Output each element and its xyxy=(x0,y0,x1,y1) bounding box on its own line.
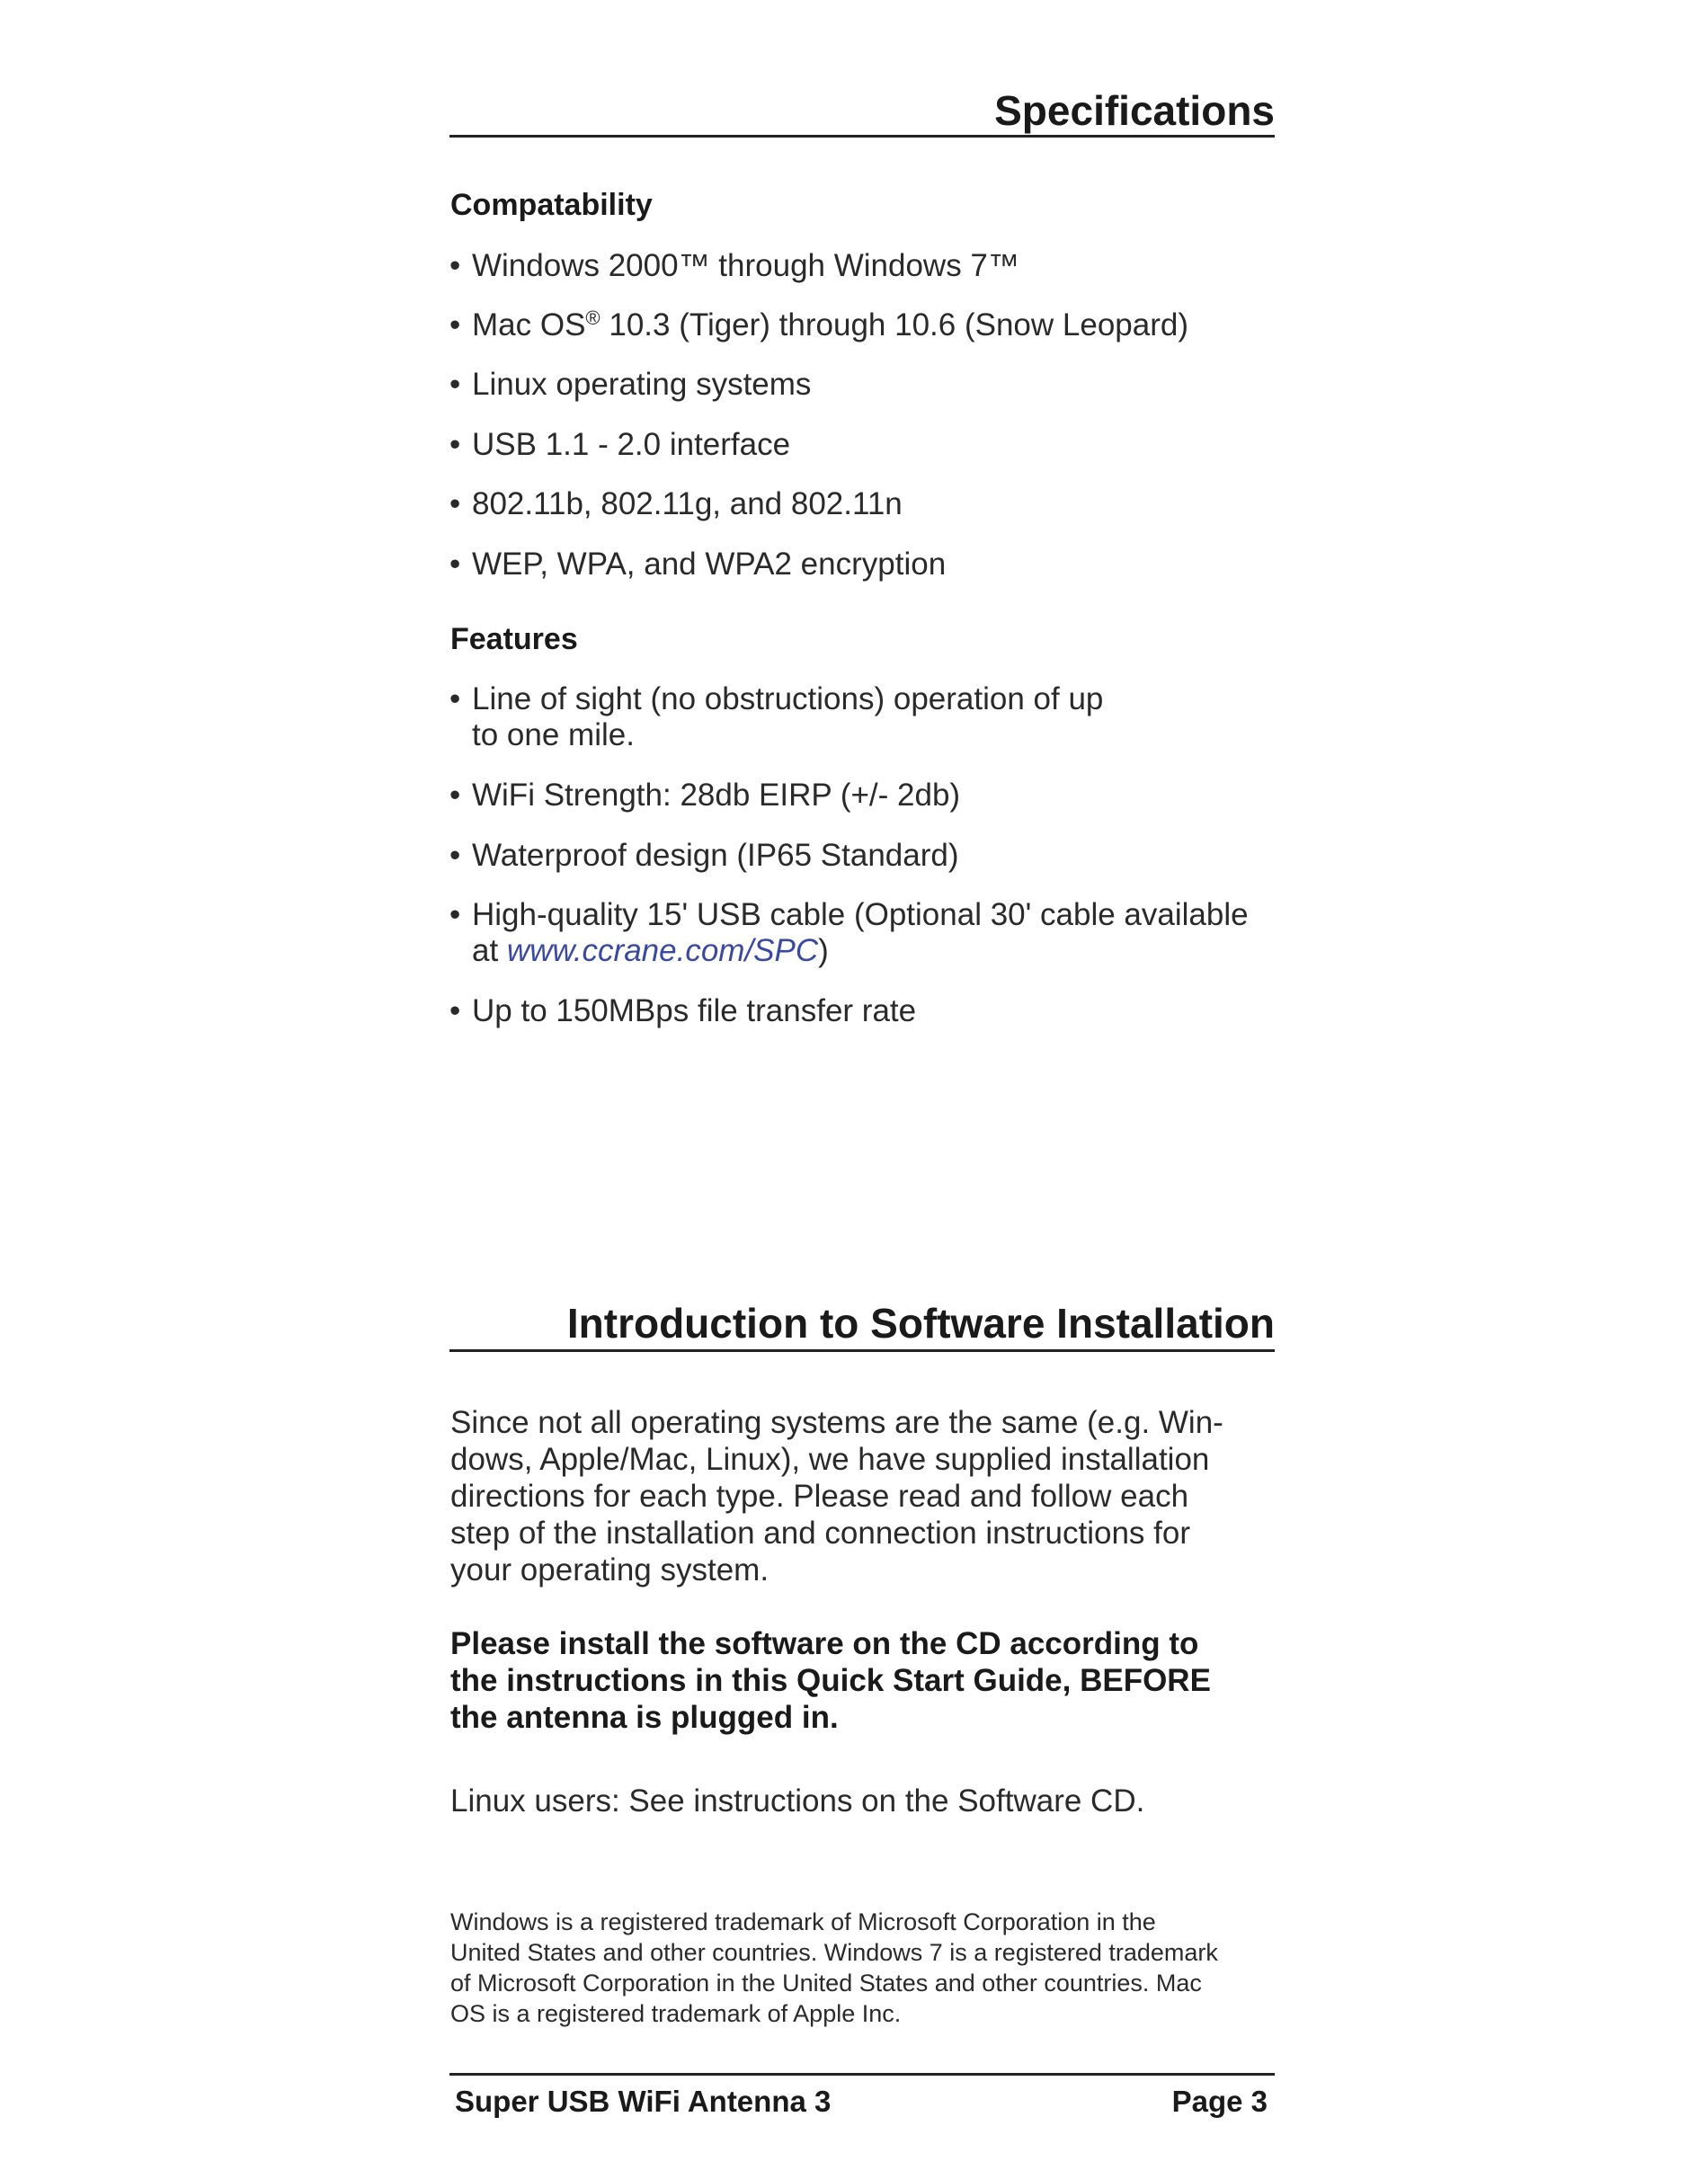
intro-paragraph: Since not all operating systems are the same (e.g. Win- dows, Apple/Mac, Linux), we have supplied installation directions for each type. Please read and follow each step of the installation and connection instructions for your operating system. xyxy=(450,1405,1223,1588)
trademark-notice: Windows is a registered trademark of Microsoft Corporation in the United States and other countries. Windows 7 is a registered trademark of Microsoft Corporation in the United States and other countries. Mac OS is a registered trademark of Apple Inc. xyxy=(450,1908,1218,2027)
compat-item: • Linux operating systems xyxy=(449,367,812,402)
features-heading: Features xyxy=(450,622,578,656)
feature-item: • Waterproof design (IP65 Standard) xyxy=(449,838,959,873)
feature-item: • Line of sight (no obstructions) operation of up to one mile. xyxy=(449,681,1104,752)
ccrane-link[interactable]: www.ccrane.com/SPC xyxy=(506,933,819,968)
install-warning: Please install the software on the CD according to the instructions in this Quick Start Guide, BEFORE the antenna is plugged in. xyxy=(450,1626,1211,1735)
linux-note: Linux users: See instructions on the Software CD. xyxy=(450,1783,1145,1819)
intro-title: Introduction to Software Installation xyxy=(566,1300,1275,1347)
compat-item: • 802.11b, 802.11g, and 802.11n xyxy=(449,486,903,521)
compatibility-heading: Compatability xyxy=(450,188,653,222)
compat-item: • WEP, WPA, and WPA2 encryption xyxy=(449,547,947,582)
footer-page-number: Page 3 xyxy=(1171,2085,1268,2118)
intro-rule xyxy=(449,1349,1275,1352)
feature-item: • WiFi Strength: 28db EIRP (+/- 2db) xyxy=(449,778,961,813)
footer-rule xyxy=(449,2073,1275,2076)
compat-item: • Mac OS® 10.3 (Tiger) through 10.6 (Snow Leopard) xyxy=(449,307,1188,342)
feature-item: • High-quality 15' USB cable (Optional 30' cable available at www.ccrane.com/SPC) xyxy=(449,897,1249,968)
compat-item: • Windows 2000™ through Windows 7™ xyxy=(449,248,1019,283)
specifications-rule xyxy=(449,135,1275,138)
specifications-title: Specifications xyxy=(994,87,1275,134)
footer-product: Super USB WiFi Antenna 3 xyxy=(455,2085,832,2118)
feature-item: • Up to 150MBps file transfer rate xyxy=(449,993,917,1028)
compat-item: • USB 1.1 - 2.0 interface xyxy=(449,427,791,462)
